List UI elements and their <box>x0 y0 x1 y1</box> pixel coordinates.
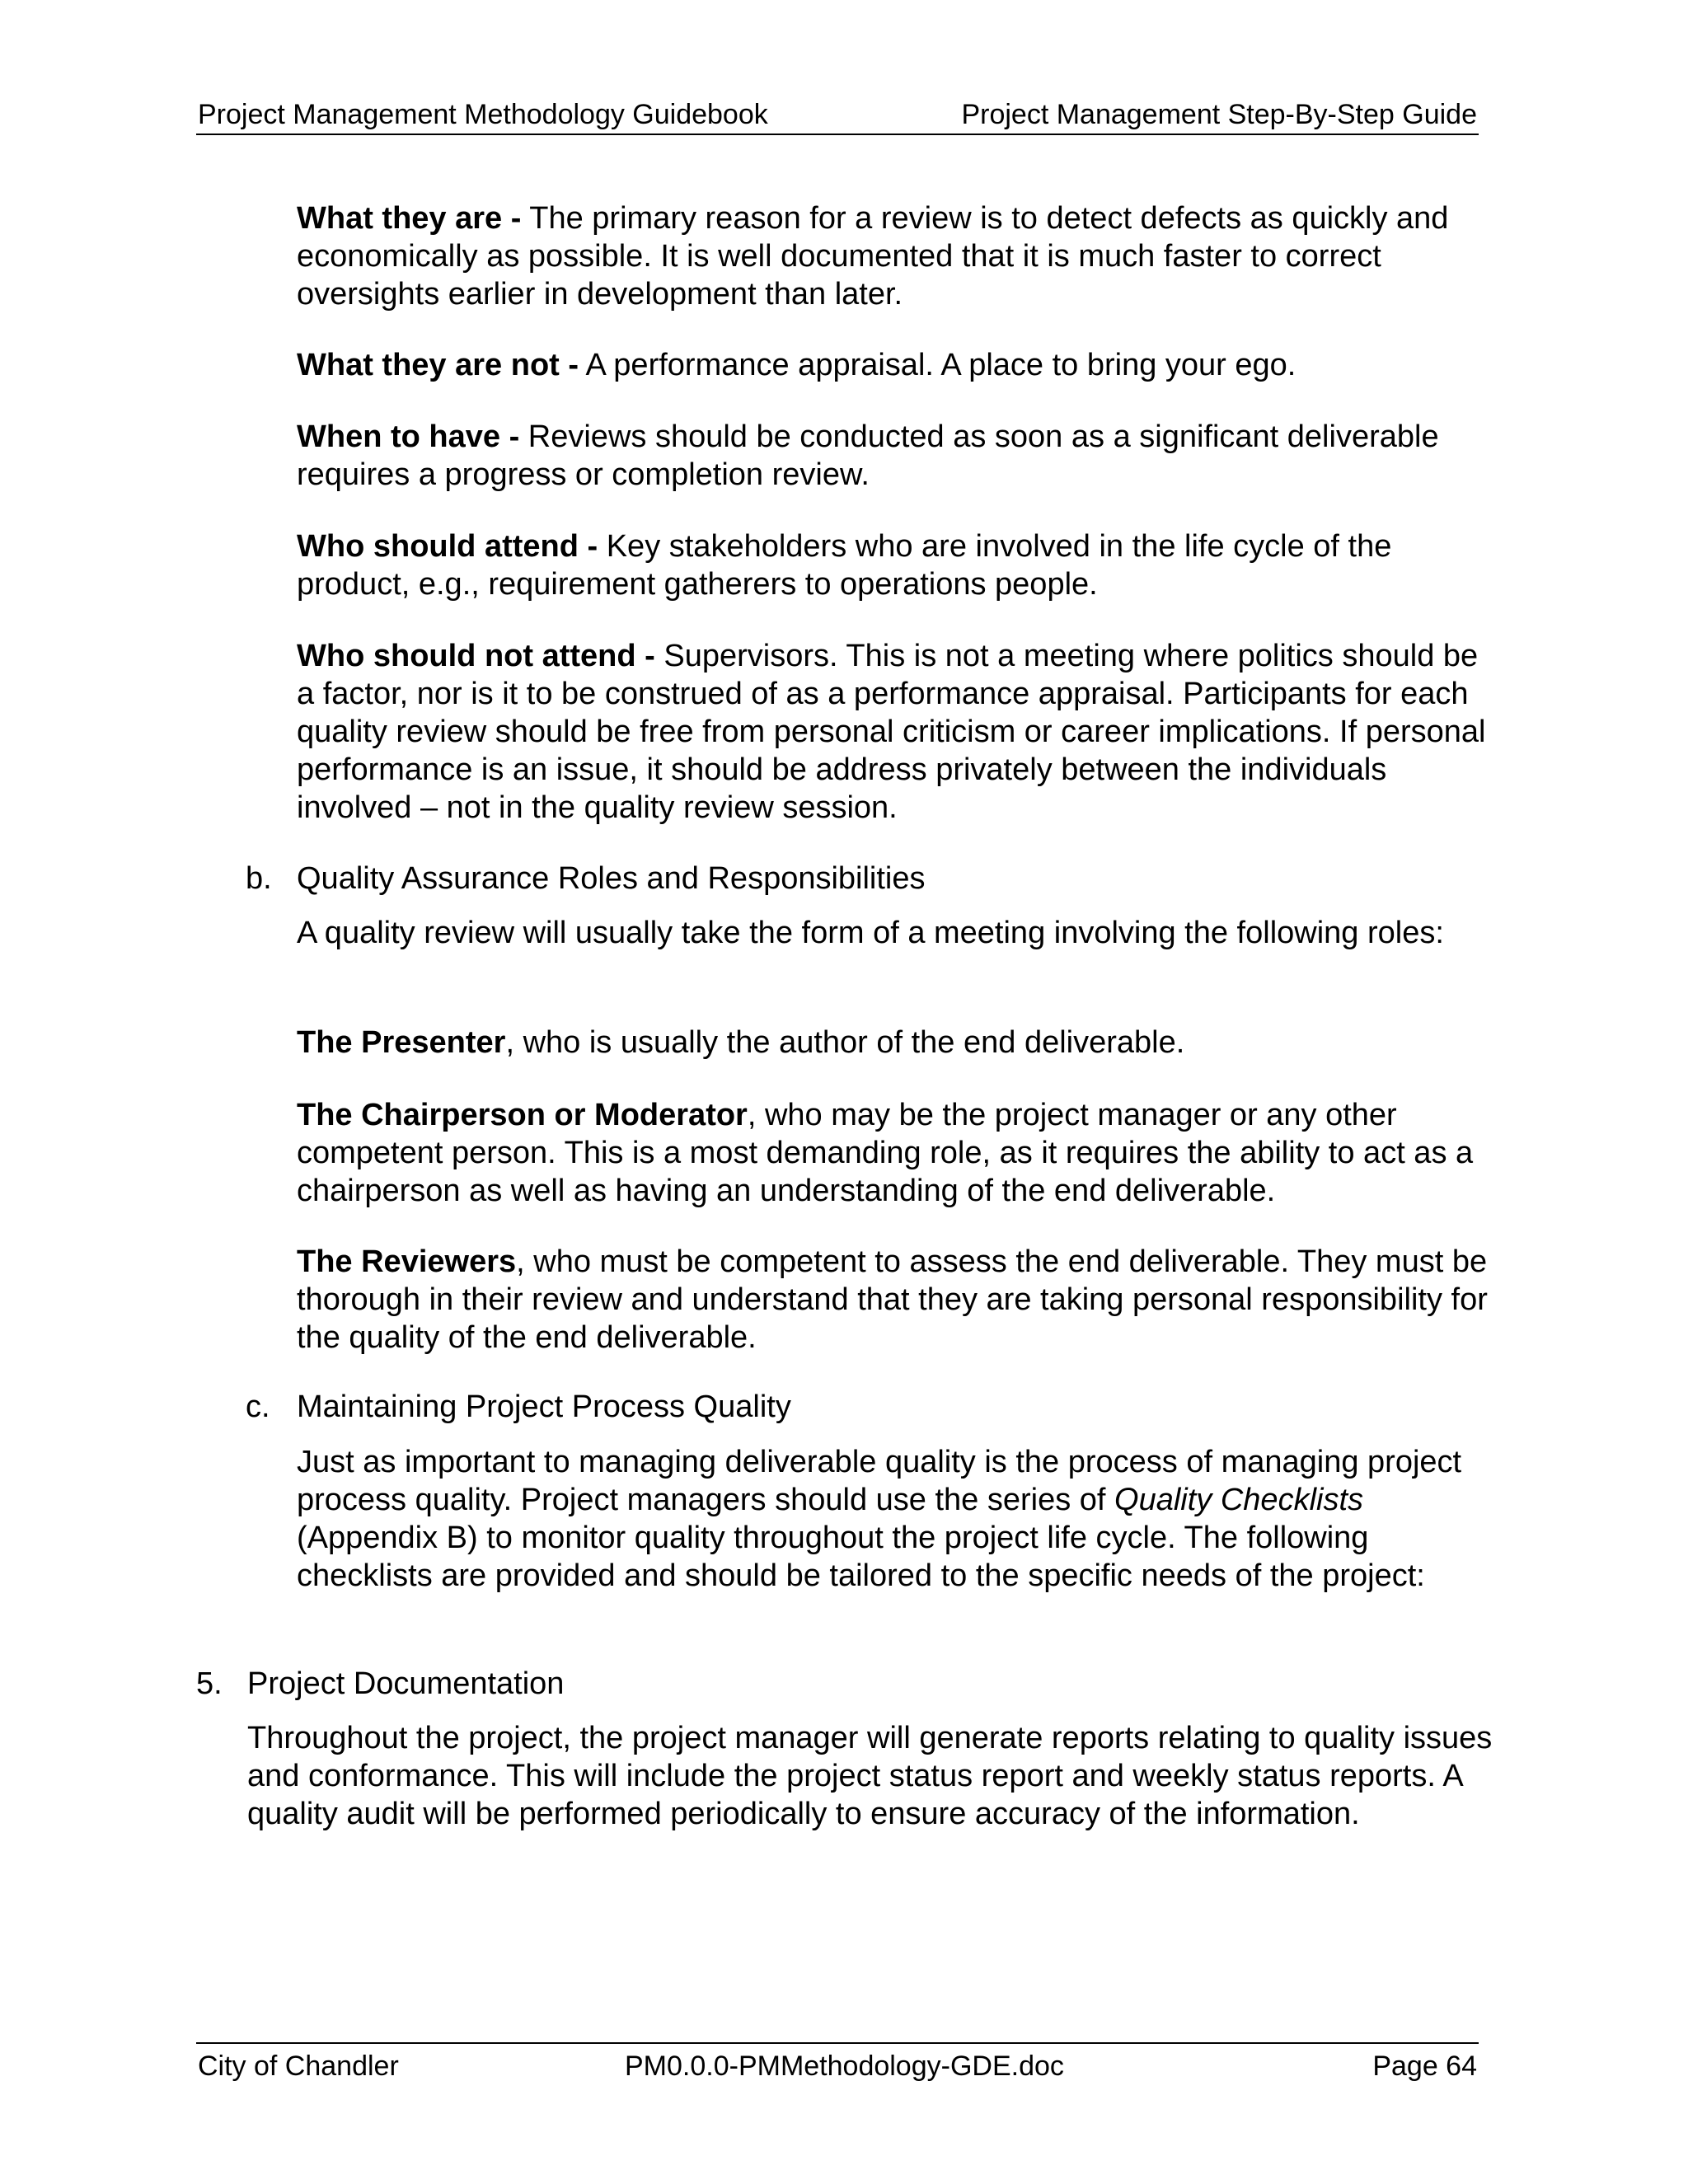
section-b-intro: A quality review will usually take the form of a meeting involving the following roles: <box>297 916 1444 950</box>
review-when-to-have <box>297 418 1500 494</box>
section-c-text-after: (Appendix B) to monitor quality throughout the project life cycle. The following checklists are provided and should be tailored to the specific needs of the project: <box>297 1521 1425 1593</box>
review-what-they-are <box>297 199 1500 313</box>
term-label: What they are - <box>297 201 522 236</box>
term-text: Key stakeholders who are involved in the life cycle of the product, e.g., requirement gatherers to operations people. <box>297 529 1392 602</box>
quality-checklists-ref: Quality Checklists <box>1114 1483 1364 1517</box>
section-5-body: Throughout the project, the project manager will generate reports relating to quality issues and conformance. This will include the project status report and weekly status reports. A quality audit will be performed periodically to ensure accuracy of the information. <box>247 1721 1493 1831</box>
term-text: Reviews should be conducted as soon as a significant deliverable requires a progress or completion review. <box>297 419 1439 492</box>
term-text: A performance appraisal. A place to bring your ego. <box>579 348 1296 382</box>
page-header <box>196 96 1479 135</box>
role-label: The Reviewers <box>297 1244 517 1279</box>
section-c-text-before: Just as important to managing deliverable quality is the process of managing project process quality. Project managers should use the series of <box>297 1445 1462 1517</box>
term-label: Who should attend - <box>297 529 598 564</box>
role-label: The Presenter <box>297 1025 506 1060</box>
review-who-should-attend <box>297 527 1500 603</box>
header-left-title: Project Management Methodology Guidebook <box>198 99 768 130</box>
role-text: , who must be competent to assess the end deliverable. They must be thorough in their review and understand that they are taking personal responsibility for the quality of the end deliverable. <box>297 1244 1488 1355</box>
section-c-title: Maintaining Project Process Quality <box>297 1390 791 1424</box>
role-text: , who may be the project manager or any other competent person. This is a most demanding role, as it requires the ability to act as a chairperson as well as having an understanding of the end deliverable. <box>297 1098 1474 1208</box>
page-footer <box>196 2042 1479 2083</box>
term-label: When to have - <box>297 419 520 454</box>
footer-organization: City of Chandler <box>198 2050 399 2082</box>
role-presenter <box>297 1024 1500 1062</box>
footer-page-number: Page 64 <box>1372 2050 1477 2082</box>
list-marker-c: c. <box>246 1390 270 1424</box>
term-text: The primary reason for a review is to detect defects as quickly and economically as possible. It is well documented that it is much faster to correct oversights earlier in development than later. <box>297 201 1449 312</box>
section-5-title: Project Documentation <box>247 1666 565 1701</box>
section-c-body <box>297 1443 1500 1595</box>
role-text: , who is usually the author of the end deliverable. <box>505 1025 1185 1060</box>
term-label: What they are not - <box>297 348 579 382</box>
role-label: The Chairperson or Moderator <box>297 1098 748 1132</box>
section-b-title: Quality Assurance Roles and Responsibilities <box>297 861 926 896</box>
header-right-title: Project Management Step-By-Step Guide <box>961 99 1477 130</box>
term-text: Supervisors. This is not a meeting where politics should be a factor, nor is it to be construed of as a performance appraisal. Participants for each quality review should be free from personal criticism or career implications. If personal performance is an issue, it should be address privately between the individuals involved – not in the quality review session. <box>297 639 1486 825</box>
review-who-should-not-attend <box>297 637 1500 827</box>
role-chairperson <box>297 1096 1500 1210</box>
list-marker-5: 5. <box>196 1666 223 1701</box>
term-label: Who should not attend - <box>297 639 655 673</box>
role-reviewers <box>297 1243 1500 1357</box>
footer-filename: PM0.0.0-PMMethodology-GDE.doc <box>625 2050 1064 2082</box>
list-marker-b: b. <box>246 861 272 896</box>
review-what-they-are-not <box>297 346 1500 384</box>
